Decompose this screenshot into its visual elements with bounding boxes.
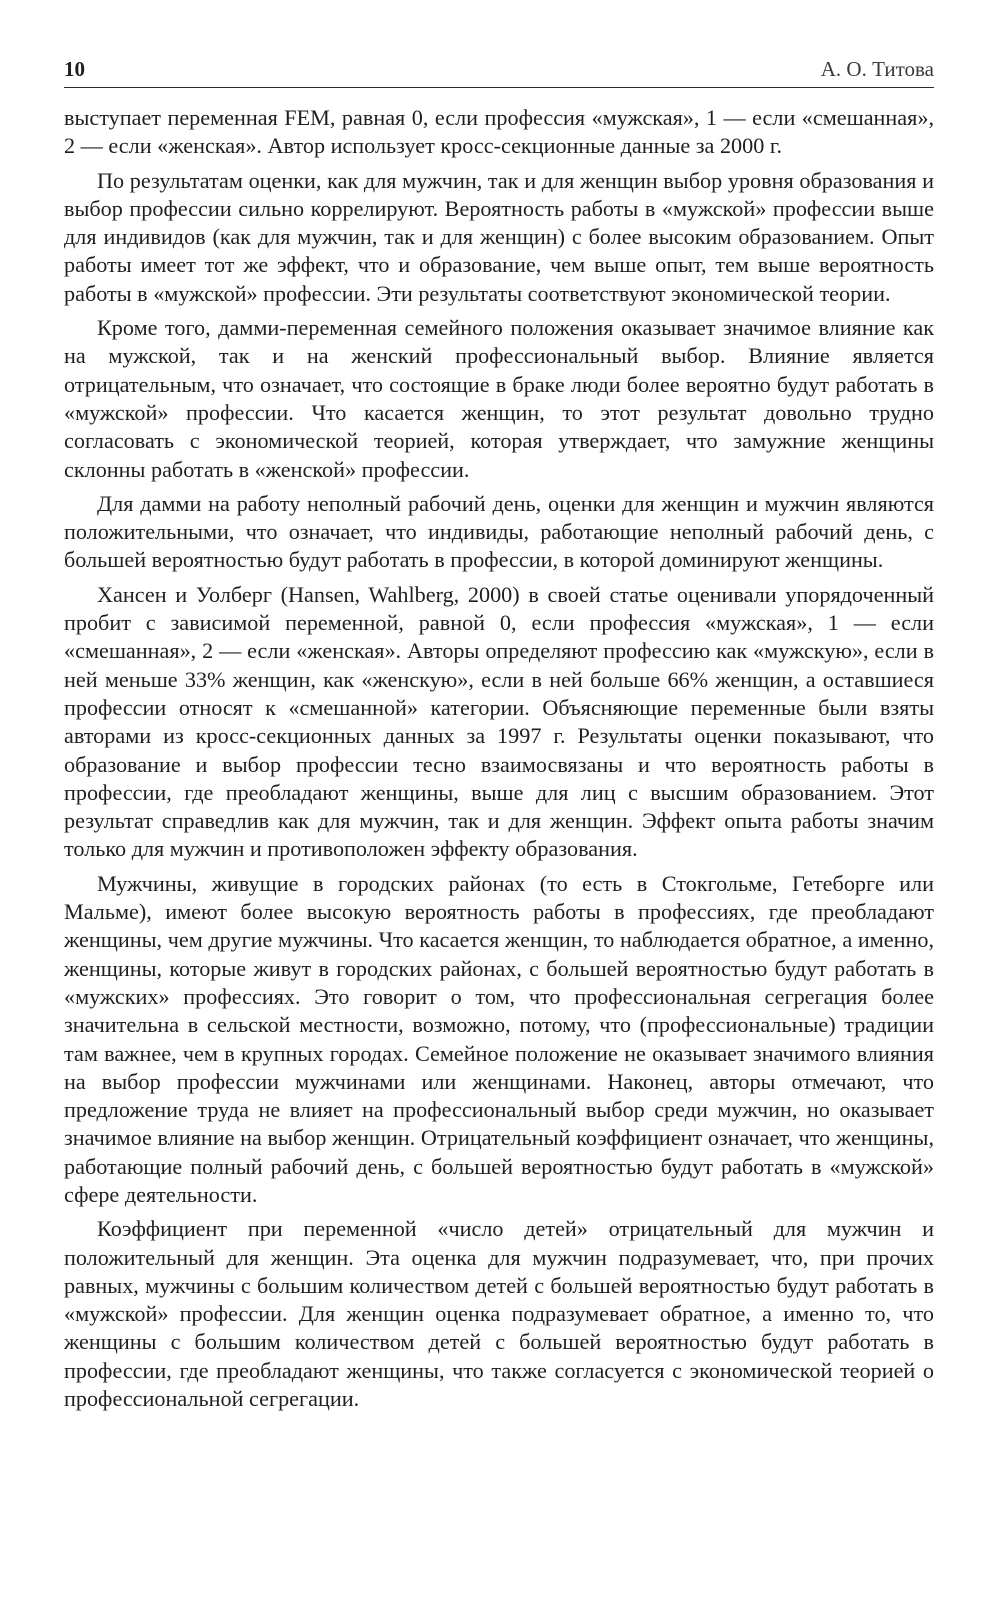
- paragraph: По результатам оценки, как для мужчин, так и для женщин выбор уровня образования и выбор профессии сильно коррелируют. Вероятность работы в «мужской» профессии выше для индивидов (как для мужчин, так и для женщин) с более высоким образованием. Опыт работы имеет тот же эффект, что и образование, чем выше опыт, тем выше вероятность работы в «мужской» профессии. Эти результаты соответствуют экономической теории.: [64, 167, 934, 306]
- body-text: [64, 104, 934, 1413]
- paragraph-continuation: выступает переменная FEM, равная 0, если профессия «мужская», 1 — если «смешанная», 2 — если «женская». Автор использует кросс-секционные данные за 2000 г.: [64, 105, 934, 159]
- running-head-author: А. О. Титова: [820, 57, 934, 81]
- paragraph: Хансен и Уолберг (Hansen, Wahlberg, 2000) в своей статье оценивали упорядоченный пробит с зависимой переменной, равной 0, если профессия «мужская», 1 — если «смешанная», 2 — если «женская». Авторы определяют профессию как «мужскую», если в ней меньше 33% женщин, как «женскую», если в ней больше 66% женщин, а оставшиеся профессии относят к «смешанной» категории. Объясняющие переменные были взяты авторами из кросс-секционных данных за 1997 г. Результаты оценки показывают, что образование и выбор профессии тесно взаимосвязаны и что вероятность работы в профессии, где преобладают женщины, выше для лиц с высшим образованием. Этот результат справедлив как для мужчин, так и для женщин. Эффект опыта работы значим только для мужчин и противоположен эффекту образования.: [64, 581, 934, 862]
- paragraph: Коэффициент при переменной «число детей» отрицательный для мужчин и положительный для женщин. Эта оценка для мужчин подразумевает, что, при прочих равных, мужчины с большим количеством детей с большей вероятностью будут работать в «мужской» профессии. Для женщин оценка подразумевает обратное, а именно то, что женщины с большим количеством детей с большей вероятностью будут работать в профессии, где преобладают женщины, что также согласуется с экономической теорией о профессиональной сегрегации.: [64, 1216, 934, 1412]
- paragraph: Мужчины, живущие в городских районах (то есть в Стокгольме, Гетеборге или Мальме), имеют более высокую вероятность работы в профессиях, где преобладают женщины, чем другие мужчины. Что касается женщин, то наблюдается обратное, а именно, женщины, которые живут в городских районах, с большей вероятностью будут работать в «мужских» профессиях. Это говорит о том, что профессиональная сегрегация более значительна в сельской местности, возможно, потому, что (профессиональные) традиции там важнее, чем в крупных городах. Семейное положение не оказывает значимого влияния на выбор профессии мужчинами или женщинами. Наконец, авторы отмечают, что предложение труда не влияет на профессиональный выбор среди мужчин, но оказывает значимое влияние на выбор женщин. Отрицательный коэффициент означает, что женщины, работающие полный рабочий день, с большей вероятностью будут работать в «мужской» сфере деятельности.: [64, 870, 934, 1207]
- running-head: [64, 54, 934, 88]
- page-number: 10: [64, 57, 85, 81]
- paragraph: Кроме того, дамми-переменная семейного положения оказывает значимое влияние как на мужской, так и на женский профессиональный выбор. Влияние является отрицательным, что означает, что состоящие в браке люди более вероятно будут работать в «мужской» профессии. Что касается женщин, то этот результат довольно трудно согласовать с экономической теорией, которая утверждает, что замужние женщины склонны работать в «женской» профессии.: [64, 315, 934, 482]
- paragraph: Для дамми на работу неполный рабочий день, оценки для женщин и мужчин являются положительными, что означает, что индивиды, работающие неполный рабочий день, с большей вероятностью будут работать в профессии, в которой доминируют женщины.: [64, 490, 934, 573]
- book-page: [64, 54, 934, 1413]
